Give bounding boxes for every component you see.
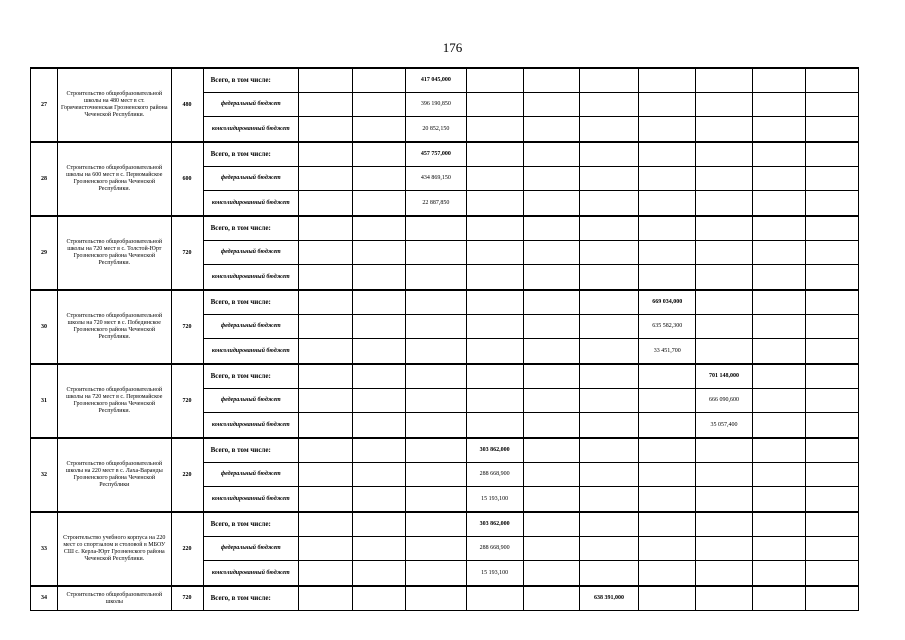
value-cell bbox=[353, 537, 406, 561]
value-cell bbox=[805, 413, 858, 439]
value-cell bbox=[752, 463, 805, 487]
value-cell bbox=[298, 315, 352, 339]
value-cell bbox=[523, 93, 579, 117]
value-cell bbox=[752, 586, 805, 611]
value-cell bbox=[466, 290, 523, 315]
table-row bbox=[31, 512, 859, 537]
value-cell bbox=[639, 537, 696, 561]
value-cell bbox=[752, 389, 805, 413]
table-row bbox=[31, 364, 859, 389]
funding-source-label: федеральный бюджет bbox=[203, 93, 298, 117]
value-cell bbox=[466, 315, 523, 339]
value-cell bbox=[298, 413, 352, 439]
value-cell bbox=[406, 364, 466, 389]
value-cell bbox=[752, 191, 805, 217]
value-cell bbox=[579, 339, 638, 365]
capacity: 480 bbox=[171, 68, 203, 142]
value-cell bbox=[805, 93, 858, 117]
value-cell bbox=[696, 339, 752, 365]
value-cell bbox=[696, 93, 752, 117]
value-cell bbox=[752, 438, 805, 463]
value-cell bbox=[696, 142, 752, 167]
value-cell bbox=[353, 241, 406, 265]
value-cell bbox=[579, 413, 638, 439]
value-cell bbox=[523, 413, 579, 439]
project-name: Строительство общеобразовательной школы на 220 мест в с. Лаха-Варанды Грозненского района Чеченской Республики bbox=[58, 438, 171, 512]
value-cell bbox=[353, 561, 406, 587]
value-cell bbox=[805, 389, 858, 413]
value-cell: 15 193,100 bbox=[466, 487, 523, 513]
value-cell bbox=[579, 68, 638, 93]
value-cell bbox=[696, 561, 752, 587]
value-cell bbox=[353, 117, 406, 143]
value-cell bbox=[805, 216, 858, 241]
value-cell bbox=[639, 167, 696, 191]
value-cell bbox=[406, 241, 466, 265]
value-cell bbox=[805, 487, 858, 513]
value-cell bbox=[696, 315, 752, 339]
funding-source-label: федеральный бюджет bbox=[203, 389, 298, 413]
value-cell bbox=[466, 216, 523, 241]
value-cell bbox=[805, 265, 858, 291]
row-number: 31 bbox=[31, 364, 58, 438]
value-cell bbox=[298, 290, 352, 315]
value-cell bbox=[298, 339, 352, 365]
value-cell bbox=[639, 438, 696, 463]
value-cell bbox=[353, 265, 406, 291]
value-cell: 22 887,850 bbox=[406, 191, 466, 217]
value-cell bbox=[298, 512, 352, 537]
value-cell bbox=[298, 167, 352, 191]
value-cell bbox=[639, 561, 696, 587]
value-cell bbox=[466, 93, 523, 117]
value-cell bbox=[353, 167, 406, 191]
capacity: 220 bbox=[171, 512, 203, 586]
value-cell bbox=[805, 339, 858, 365]
value-cell bbox=[523, 586, 579, 611]
funding-source-label: Всего, в том числе: bbox=[203, 586, 298, 611]
value-cell bbox=[639, 241, 696, 265]
value-cell bbox=[353, 586, 406, 611]
value-cell bbox=[696, 487, 752, 513]
value-cell bbox=[523, 487, 579, 513]
row-number: 33 bbox=[31, 512, 58, 586]
value-cell bbox=[523, 117, 579, 143]
value-cell: 20 852,150 bbox=[406, 117, 466, 143]
row-number: 34 bbox=[31, 586, 58, 611]
value-cell: 701 148,000 bbox=[696, 364, 752, 389]
value-cell: 33 451,700 bbox=[639, 339, 696, 365]
value-cell bbox=[353, 191, 406, 217]
value-cell bbox=[805, 290, 858, 315]
capacity: 720 bbox=[171, 586, 203, 611]
value-cell bbox=[298, 241, 352, 265]
funding-source-label: федеральный бюджет bbox=[203, 463, 298, 487]
value-cell bbox=[579, 512, 638, 537]
value-cell: 635 582,300 bbox=[639, 315, 696, 339]
row-number: 29 bbox=[31, 216, 58, 290]
value-cell bbox=[696, 241, 752, 265]
funding-source-label: консолидированный бюджет bbox=[203, 117, 298, 143]
value-cell: 303 862,000 bbox=[466, 512, 523, 537]
value-cell bbox=[579, 93, 638, 117]
value-cell bbox=[752, 290, 805, 315]
value-cell bbox=[523, 537, 579, 561]
value-cell bbox=[805, 315, 858, 339]
value-cell bbox=[696, 191, 752, 217]
value-cell bbox=[523, 265, 579, 291]
value-cell bbox=[466, 167, 523, 191]
table-body bbox=[31, 68, 859, 611]
value-cell bbox=[406, 413, 466, 439]
value-cell bbox=[523, 290, 579, 315]
value-cell bbox=[353, 438, 406, 463]
value-cell: 457 757,000 bbox=[406, 142, 466, 167]
value-cell bbox=[752, 167, 805, 191]
value-cell bbox=[805, 241, 858, 265]
value-cell bbox=[696, 167, 752, 191]
value-cell bbox=[353, 339, 406, 365]
value-cell bbox=[298, 265, 352, 291]
value-cell bbox=[523, 561, 579, 587]
value-cell bbox=[639, 216, 696, 241]
value-cell bbox=[523, 512, 579, 537]
value-cell bbox=[752, 216, 805, 241]
table-row bbox=[31, 216, 859, 241]
value-cell bbox=[639, 463, 696, 487]
value-cell bbox=[298, 68, 352, 93]
value-cell bbox=[523, 167, 579, 191]
value-cell bbox=[805, 561, 858, 587]
value-cell bbox=[406, 586, 466, 611]
value-cell bbox=[298, 463, 352, 487]
value-cell: 288 668,900 bbox=[466, 537, 523, 561]
value-cell bbox=[696, 586, 752, 611]
budget-table bbox=[30, 67, 859, 611]
value-cell: 666 090,600 bbox=[696, 389, 752, 413]
value-cell bbox=[406, 537, 466, 561]
value-cell bbox=[639, 191, 696, 217]
value-cell bbox=[639, 512, 696, 537]
funding-source-label: консолидированный бюджет bbox=[203, 413, 298, 439]
project-name: Строительство общеобразовательной школы на 720 мест в с. Первомайское Грозненского района Чеченской Республики. bbox=[58, 364, 171, 438]
value-cell: 434 869,150 bbox=[406, 167, 466, 191]
value-cell bbox=[406, 463, 466, 487]
value-cell bbox=[805, 191, 858, 217]
value-cell bbox=[523, 216, 579, 241]
capacity: 600 bbox=[171, 142, 203, 216]
value-cell bbox=[805, 167, 858, 191]
value-cell bbox=[752, 413, 805, 439]
funding-source-label: консолидированный бюджет bbox=[203, 265, 298, 291]
value-cell bbox=[805, 512, 858, 537]
value-cell bbox=[579, 463, 638, 487]
project-name: Строительство общеобразовательной школы bbox=[58, 586, 171, 611]
value-cell bbox=[466, 364, 523, 389]
table-row bbox=[31, 438, 859, 463]
value-cell bbox=[523, 364, 579, 389]
value-cell bbox=[752, 315, 805, 339]
row-number: 28 bbox=[31, 142, 58, 216]
value-cell bbox=[579, 364, 638, 389]
value-cell bbox=[696, 512, 752, 537]
value-cell bbox=[298, 93, 352, 117]
project-name: Строительство общеобразовательной школы на 720 мест в с. Толстой-Юрт Грозненского района Чеченской Республики. bbox=[58, 216, 171, 290]
value-cell bbox=[579, 561, 638, 587]
value-cell bbox=[406, 438, 466, 463]
value-cell bbox=[579, 167, 638, 191]
value-cell bbox=[639, 364, 696, 389]
value-cell bbox=[579, 389, 638, 413]
value-cell bbox=[805, 364, 858, 389]
value-cell bbox=[696, 265, 752, 291]
funding-source-label: Всего, в том числе: bbox=[203, 290, 298, 315]
value-cell bbox=[752, 142, 805, 167]
value-cell bbox=[406, 512, 466, 537]
value-cell bbox=[298, 142, 352, 167]
value-cell bbox=[579, 315, 638, 339]
value-cell bbox=[353, 512, 406, 537]
value-cell bbox=[406, 216, 466, 241]
funding-source-label: консолидированный бюджет bbox=[203, 191, 298, 217]
value-cell bbox=[406, 339, 466, 365]
value-cell bbox=[639, 487, 696, 513]
funding-source-label: федеральный бюджет bbox=[203, 167, 298, 191]
value-cell: 396 190,850 bbox=[406, 93, 466, 117]
value-cell bbox=[466, 339, 523, 365]
value-cell bbox=[523, 389, 579, 413]
value-cell bbox=[752, 93, 805, 117]
funding-source-label: консолидированный бюджет bbox=[203, 487, 298, 513]
row-number: 27 bbox=[31, 68, 58, 142]
value-cell bbox=[523, 191, 579, 217]
value-cell bbox=[466, 241, 523, 265]
project-name: Строительство учебного корпуса на 220 мест со спортзалом и столовой в МБОУ СШ с. Керла-Юрт Грозненского района Чеченской Республики. bbox=[58, 512, 171, 586]
value-cell bbox=[579, 265, 638, 291]
value-cell bbox=[406, 290, 466, 315]
funding-source-label: Всего, в том числе: bbox=[203, 364, 298, 389]
value-cell: 638 391,000 bbox=[579, 586, 638, 611]
value-cell bbox=[579, 191, 638, 217]
value-cell bbox=[752, 512, 805, 537]
value-cell bbox=[805, 142, 858, 167]
value-cell bbox=[298, 586, 352, 611]
value-cell: 669 034,000 bbox=[639, 290, 696, 315]
value-cell bbox=[752, 487, 805, 513]
value-cell bbox=[353, 290, 406, 315]
value-cell bbox=[353, 463, 406, 487]
value-cell bbox=[298, 117, 352, 143]
value-cell bbox=[752, 68, 805, 93]
funding-source-label: Всего, в том числе: bbox=[203, 512, 298, 537]
value-cell bbox=[696, 68, 752, 93]
value-cell bbox=[579, 438, 638, 463]
value-cell bbox=[298, 537, 352, 561]
table-row bbox=[31, 68, 859, 93]
value-cell: 35 057,400 bbox=[696, 413, 752, 439]
value-cell bbox=[752, 561, 805, 587]
value-cell bbox=[639, 117, 696, 143]
value-cell bbox=[406, 265, 466, 291]
funding-source-label: Всего, в том числе: bbox=[203, 68, 298, 93]
value-cell bbox=[696, 117, 752, 143]
value-cell bbox=[466, 413, 523, 439]
value-cell bbox=[353, 216, 406, 241]
value-cell bbox=[752, 265, 805, 291]
value-cell bbox=[696, 216, 752, 241]
value-cell bbox=[406, 561, 466, 587]
value-cell bbox=[353, 487, 406, 513]
value-cell bbox=[353, 389, 406, 413]
value-cell bbox=[752, 364, 805, 389]
value-cell bbox=[298, 438, 352, 463]
value-cell bbox=[579, 241, 638, 265]
value-cell bbox=[406, 315, 466, 339]
project-name: Строительство общеобразовательной школы на 600 мест в с. Первомайское Грозненского района Чеченской Республики. bbox=[58, 142, 171, 216]
value-cell bbox=[523, 339, 579, 365]
value-cell bbox=[466, 68, 523, 93]
value-cell bbox=[579, 290, 638, 315]
value-cell bbox=[523, 315, 579, 339]
value-cell: 15 193,100 bbox=[466, 561, 523, 587]
project-name: Строительство общеобразовательной школы на 720 мест в с. Побединское Грозненского района Чеченской Республики. bbox=[58, 290, 171, 364]
value-cell bbox=[805, 537, 858, 561]
value-cell bbox=[523, 438, 579, 463]
value-cell bbox=[523, 68, 579, 93]
value-cell bbox=[805, 586, 858, 611]
capacity: 220 bbox=[171, 438, 203, 512]
value-cell bbox=[523, 241, 579, 265]
funding-source-label: Всего, в том числе: bbox=[203, 142, 298, 167]
value-cell bbox=[353, 364, 406, 389]
funding-source-label: федеральный бюджет bbox=[203, 315, 298, 339]
value-cell bbox=[579, 216, 638, 241]
value-cell bbox=[579, 537, 638, 561]
funding-source-label: федеральный бюджет bbox=[203, 537, 298, 561]
value-cell bbox=[353, 413, 406, 439]
value-cell bbox=[639, 68, 696, 93]
value-cell: 417 045,000 bbox=[406, 68, 466, 93]
value-cell bbox=[696, 438, 752, 463]
funding-source-label: Всего, в том числе: bbox=[203, 216, 298, 241]
value-cell bbox=[752, 117, 805, 143]
value-cell bbox=[298, 216, 352, 241]
value-cell bbox=[523, 463, 579, 487]
value-cell bbox=[639, 389, 696, 413]
capacity: 720 bbox=[171, 216, 203, 290]
value-cell bbox=[466, 389, 523, 413]
value-cell bbox=[466, 117, 523, 143]
value-cell bbox=[353, 315, 406, 339]
value-cell bbox=[466, 191, 523, 217]
value-cell bbox=[353, 93, 406, 117]
capacity: 720 bbox=[171, 290, 203, 364]
value-cell bbox=[639, 413, 696, 439]
value-cell bbox=[639, 93, 696, 117]
value-cell bbox=[805, 117, 858, 143]
value-cell bbox=[696, 290, 752, 315]
value-cell bbox=[298, 389, 352, 413]
project-name: Строительство общеобразовательной школы на 480 мест в ст. Горячеисточненская Грозненского района Чеченской Республики. bbox=[58, 68, 171, 142]
value-cell bbox=[353, 142, 406, 167]
value-cell bbox=[805, 68, 858, 93]
value-cell bbox=[523, 142, 579, 167]
value-cell bbox=[805, 438, 858, 463]
table-row bbox=[31, 290, 859, 315]
row-number: 30 bbox=[31, 290, 58, 364]
value-cell bbox=[752, 537, 805, 561]
value-cell bbox=[639, 142, 696, 167]
table-row bbox=[31, 586, 859, 611]
table-row bbox=[31, 142, 859, 167]
value-cell bbox=[466, 265, 523, 291]
value-cell bbox=[696, 463, 752, 487]
value-cell bbox=[639, 586, 696, 611]
page-number: 176 bbox=[442, 40, 463, 55]
value-cell bbox=[298, 561, 352, 587]
value-cell: 303 862,000 bbox=[466, 438, 523, 463]
value-cell bbox=[579, 487, 638, 513]
value-cell bbox=[298, 191, 352, 217]
value-cell bbox=[579, 142, 638, 167]
row-number: 32 bbox=[31, 438, 58, 512]
value-cell bbox=[353, 68, 406, 93]
funding-source-label: Всего, в том числе: bbox=[203, 438, 298, 463]
funding-source-label: консолидированный бюджет bbox=[203, 561, 298, 587]
value-cell bbox=[298, 487, 352, 513]
value-cell bbox=[466, 142, 523, 167]
funding-source-label: консолидированный бюджет bbox=[203, 339, 298, 365]
value-cell: 288 668,900 bbox=[466, 463, 523, 487]
value-cell bbox=[579, 117, 638, 143]
value-cell bbox=[298, 364, 352, 389]
value-cell bbox=[466, 586, 523, 611]
value-cell bbox=[752, 339, 805, 365]
value-cell bbox=[406, 389, 466, 413]
value-cell bbox=[696, 537, 752, 561]
value-cell bbox=[639, 265, 696, 291]
funding-source-label: федеральный бюджет bbox=[203, 241, 298, 265]
value-cell bbox=[752, 241, 805, 265]
value-cell bbox=[406, 487, 466, 513]
capacity: 720 bbox=[171, 364, 203, 438]
value-cell bbox=[805, 463, 858, 487]
